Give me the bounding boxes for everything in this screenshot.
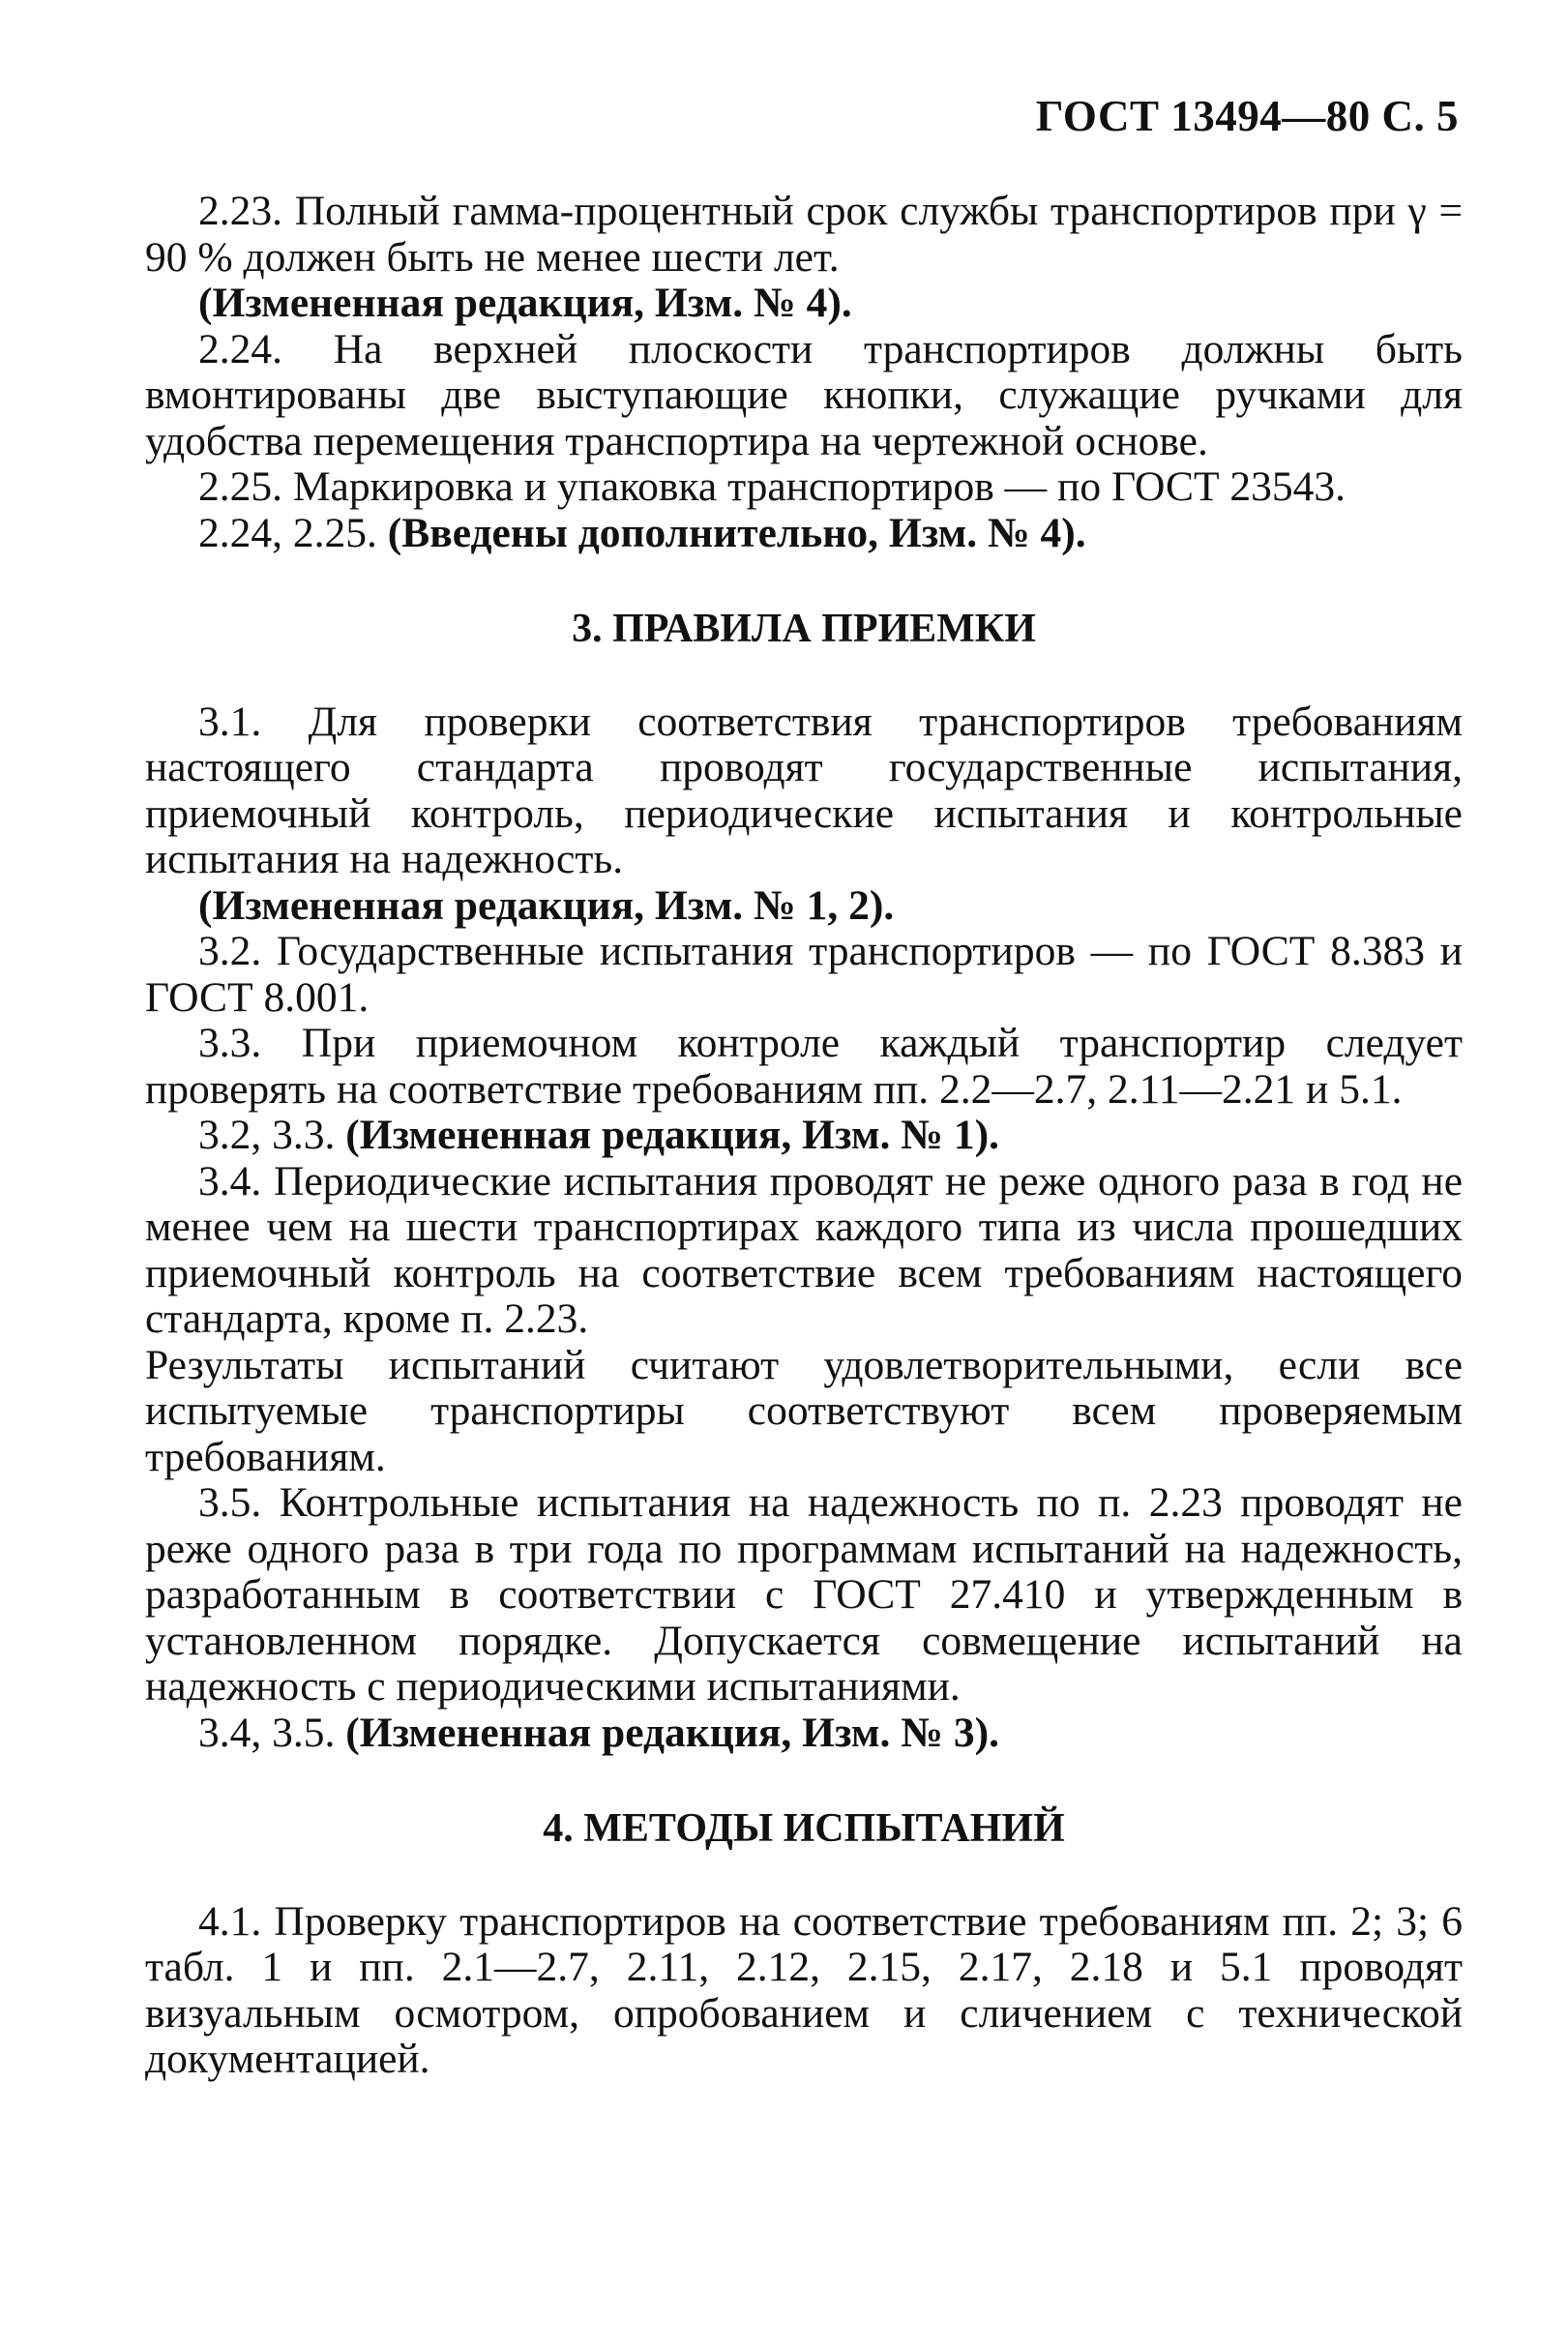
amendment-note-3-4-3-5 [145, 1711, 1463, 1757]
amendment-note-3-1: (Измененная редакция, Изм. № 1, 2). [198, 881, 895, 929]
paragraph-3-5: 3.5. Контрольные испытания на надежность по п. 2.23 проводят не реже одного раза в три года по программам испытаний на надежность, разработанным в соответствии с ГОСТ 27.410 и утвержденным в установленном порядке. Допускается совмещение испытаний на надежность с периодическими испытаниями. [145, 1479, 1463, 1710]
paragraph-3-4: 3.4. Периодические испытания проводят не реже одного раза в год не менее чем на шести транспортирах каждого типа из числа прошедших приемочный контроль на соответствие всем требованиям настоящего стандарта, кроме п. 2.23. [145, 1157, 1463, 1342]
paragraph-3-1: 3.1. Для проверки соответствия транспортиров требованиям настоящего стандарта проводят государственные испытания, приемочный контроль, периодические испытания и контрольные испытания на надежность. [145, 698, 1463, 882]
paragraph-3-3: 3.3. При приемочном контроле каждый транспортир следует проверять на соответствие требованиям пп. 2.2—2.7, 2.11—2.21 и 5.1. [145, 1020, 1463, 1113]
paragraph-2-24: 2.24. На верхней плоскости транспортиров должны быть вмонтированы две выступающие кнопки, служащие ручками для удобства перемещения транспортира на чертежной основе. [145, 325, 1463, 464]
amendment-note-2-24-2-25 [145, 511, 1463, 557]
document-body [145, 189, 1463, 2083]
paragraph-4-1: 4.1. Проверку транспортиров на соответствие требованиям пп. 2; 3; 6 табл. 1 и пп. 2.1—2.7, 2.11, 2.12, 2.15, 2.17, 2.18 и 5.1 проводят визуальным осмотром, опробованием и сличением с технической документацией. [145, 1897, 1463, 2082]
note-text: (Измененная редакция, Изм. № 1). [345, 1112, 999, 1158]
running-header: ГОСТ 13494—80 С. 5 [1035, 92, 1459, 140]
section-heading-4: 4. МЕТОДЫ ИСПЫТАНИЙ [543, 1806, 1065, 1851]
note-prefix: 3.4, 3.5. [198, 1709, 346, 1756]
amendment-note-2-23: (Измененная редакция, Изм. № 4). [198, 280, 852, 326]
note-prefix: 2.24, 2.25. [198, 509, 388, 556]
section-heading-3: 3. ПРАВИЛА ПРИЕМКИ [572, 607, 1036, 651]
note-text: (Введены дополнительно, Изм. № 4). [387, 509, 1086, 556]
paragraph-3-4-results: Результаты испытаний считают удовлетворительными, если все испытуемые транспортиры соответствуют всем проверяемым требованиям. [145, 1341, 1463, 1480]
note-text: (Измененная редакция, Изм. № 3). [345, 1709, 999, 1756]
paragraph-2-23: 2.23. Полный гамма-процентный срок службы транспортиров при γ = 90 % должен быть не менее шести лет. [145, 188, 1463, 281]
note-prefix: 3.2, 3.3. [198, 1112, 346, 1158]
paragraph-3-2: 3.2. Государственные испытания транспортиров — по ГОСТ 8.383 и ГОСТ 8.001. [145, 928, 1463, 1021]
paragraph-2-25: 2.25. Маркировка и упаковка транспортиров — по ГОСТ 23543. [198, 463, 1346, 510]
amendment-note-3-2-3-3 [145, 1113, 1463, 1159]
